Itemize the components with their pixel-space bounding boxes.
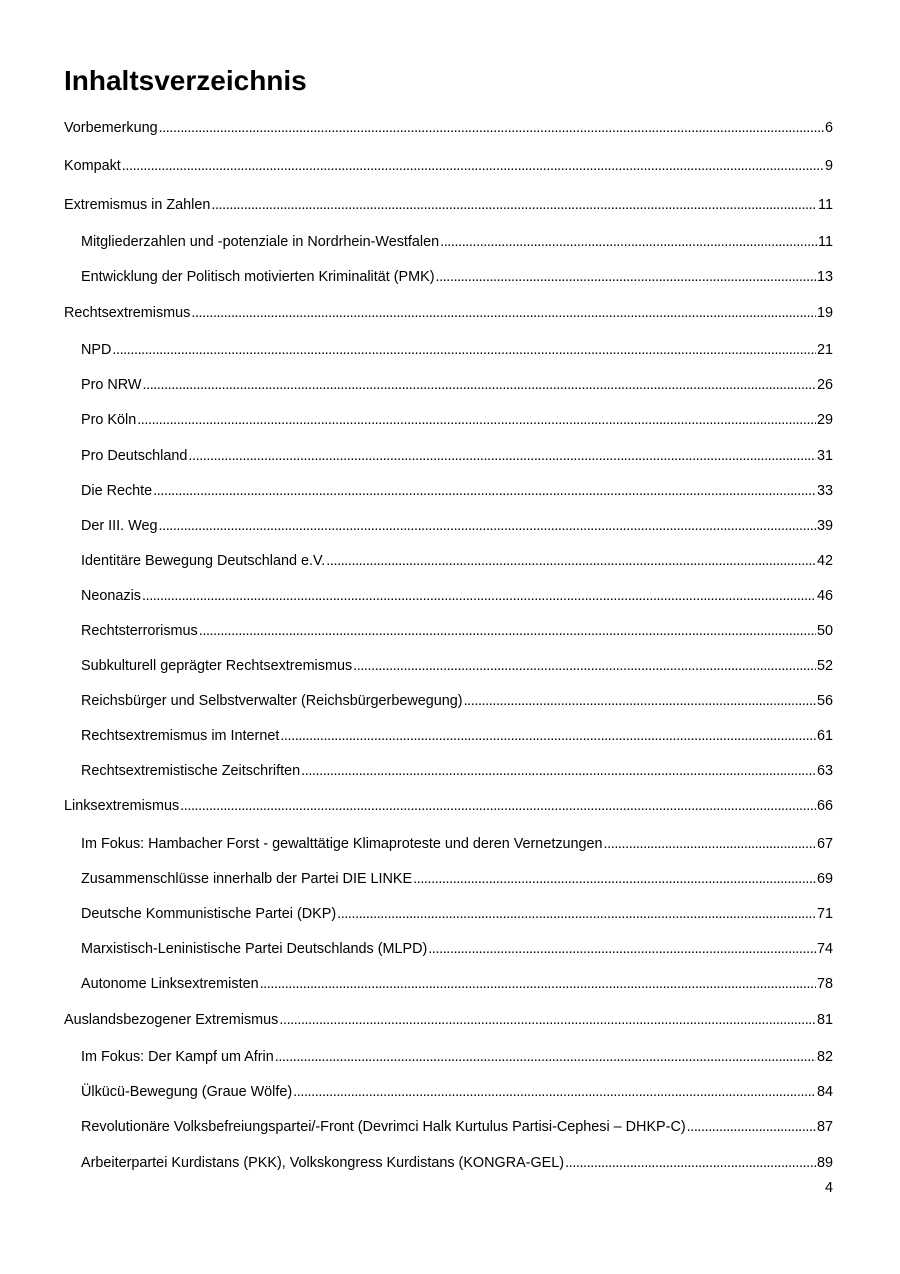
toc-entry-label: Identitäre Bewegung Deutschland e.V. — [81, 553, 326, 569]
toc-entry-label: Im Fokus: Hambacher Forst - gewalttätige Klimaproteste und deren Vernetzungen — [81, 836, 603, 852]
toc-entry-page: 82 — [816, 1049, 833, 1065]
toc-entry-label: Extremismus in Zahlen — [64, 197, 211, 213]
toc-entry-page: 9 — [824, 158, 833, 174]
toc-entry[interactable] — [81, 587, 833, 605]
dot-leader — [260, 975, 816, 993]
toc-entry[interactable] — [81, 622, 833, 640]
toc-entry-label: Linksextremismus — [64, 798, 180, 814]
toc-entry-label: Pro NRW — [81, 377, 142, 393]
toc-entry-label: Kompakt — [64, 158, 121, 174]
toc-entry[interactable] — [81, 940, 833, 958]
toc-entry-page: 81 — [816, 1012, 833, 1028]
dot-leader — [112, 341, 816, 359]
toc-entry-page: 26 — [816, 377, 833, 393]
dot-leader — [464, 692, 816, 710]
dot-leader — [293, 1083, 816, 1101]
toc-entry-label: Pro Köln — [81, 412, 137, 428]
toc-entry[interactable] — [81, 835, 833, 853]
toc-entry[interactable] — [64, 157, 833, 175]
toc-entry[interactable] — [81, 727, 833, 745]
toc-entry-page: 29 — [816, 412, 833, 428]
toc-entry-page: 56 — [816, 693, 833, 709]
toc-entry[interactable] — [81, 341, 833, 359]
toc-entry-page: 31 — [816, 448, 833, 464]
toc-entry[interactable] — [81, 692, 833, 710]
toc-entry-label: Autonome Linksextremisten — [81, 976, 259, 992]
toc-entry-label: Im Fokus: Der Kampf um Afrin — [81, 1049, 274, 1065]
dot-leader — [301, 762, 816, 780]
toc-entry-page: 71 — [816, 906, 833, 922]
toc-entry-page: 13 — [816, 269, 833, 285]
toc-entry[interactable] — [81, 482, 833, 500]
toc-entry-label: NPD — [81, 342, 112, 358]
toc-entry-page: 50 — [816, 623, 833, 639]
toc-entry-page: 11 — [818, 234, 833, 250]
toc-entry[interactable] — [81, 870, 833, 888]
toc-entry-label: Mitgliederzahlen und -potenziale in Nordrhein-Westfalen — [81, 234, 440, 250]
toc-entry[interactable] — [81, 1083, 833, 1101]
toc-entry-label: Pro Deutschland — [81, 448, 188, 464]
toc-entry-page: 39 — [816, 518, 833, 534]
toc-entry-label: Ülkücü-Bewegung (Graue Wölfe) — [81, 1084, 293, 1100]
toc-entry-page: 46 — [816, 588, 833, 604]
toc-entry-page: 66 — [816, 798, 833, 814]
toc-entry[interactable] — [81, 411, 833, 429]
toc-entry-label: Der III. Weg — [81, 518, 158, 534]
toc-entry-page: 6 — [824, 120, 833, 136]
toc-entry-label: Marxistisch-Leninistische Partei Deutschlands (MLPD) — [81, 941, 428, 957]
toc-entry-label: Subkulturell geprägter Rechtsextremismus — [81, 658, 353, 674]
toc-entry-label: Deutsche Kommunistische Partei (DKP) — [81, 906, 337, 922]
dot-leader — [413, 870, 816, 888]
toc-entry-page: 69 — [816, 871, 833, 887]
dot-leader — [435, 268, 816, 286]
toc-entry-label: Auslandsbezogener Extremismus — [64, 1012, 279, 1028]
dot-leader — [143, 376, 816, 394]
dot-leader — [428, 940, 816, 958]
toc-entry[interactable] — [64, 304, 833, 322]
dot-leader — [122, 157, 824, 175]
toc-entry-page: 52 — [816, 658, 833, 674]
toc-entry[interactable] — [81, 1118, 833, 1136]
dot-leader — [687, 1118, 816, 1136]
dot-leader — [153, 482, 816, 500]
toc-entry[interactable] — [81, 233, 833, 251]
toc-entry[interactable] — [81, 762, 833, 780]
toc-entry-page: 74 — [816, 941, 833, 957]
toc-entry[interactable] — [64, 196, 833, 214]
toc-entry[interactable] — [81, 447, 833, 465]
toc-entry-page: 21 — [816, 342, 833, 358]
toc-entry-page: 19 — [816, 305, 833, 321]
toc-entry-page: 78 — [816, 976, 833, 992]
toc-entry-label: Rechtsextremistische Zeitschriften — [81, 763, 301, 779]
toc-entry-page: 89 — [816, 1155, 833, 1171]
toc-entry-label: Rechtsterrorismus — [81, 623, 198, 639]
toc-entry[interactable] — [81, 905, 833, 923]
toc-entry-label: Revolutionäre Volksbefreiungspartei/-Front (Devrimci Halk Kurtulus Partisi-Cephesi – DHKP-C) — [81, 1119, 686, 1135]
toc-entry-page: 33 — [816, 483, 833, 499]
dot-leader — [565, 1154, 816, 1172]
toc-entry[interactable] — [64, 797, 833, 815]
dot-leader — [280, 727, 816, 745]
dot-leader — [191, 304, 816, 322]
dot-leader — [279, 1011, 816, 1029]
toc-entry-label: Rechtsextremismus — [64, 305, 191, 321]
dot-leader — [142, 587, 816, 605]
toc-entry[interactable] — [81, 1154, 833, 1172]
dot-leader — [440, 233, 817, 251]
dot-leader — [353, 657, 816, 675]
toc-entry-page: 87 — [816, 1119, 833, 1135]
dot-leader — [159, 119, 824, 137]
toc-entry-label: Die Rechte — [81, 483, 153, 499]
page-number: 4 — [824, 1180, 833, 1196]
dot-leader — [180, 797, 816, 815]
toc-entry[interactable] — [81, 517, 833, 535]
toc-entry[interactable] — [81, 268, 833, 286]
toc-entry-label: Entwicklung der Politisch motivierten Kriminalität (PMK) — [81, 269, 435, 285]
toc-entry-label: Rechtsextremismus im Internet — [81, 728, 280, 744]
toc-entry-page: 61 — [816, 728, 833, 744]
dot-leader — [604, 835, 816, 853]
toc-entry-label: Reichsbürger und Selbstverwalter (Reichsbürgerbewegung) — [81, 693, 463, 709]
toc-entry[interactable] — [81, 657, 833, 675]
toc-entry-page: 67 — [816, 836, 833, 852]
page-title: Inhaltsverzeichnis — [64, 65, 307, 96]
toc-entry[interactable] — [81, 552, 833, 570]
dot-leader — [326, 552, 816, 570]
toc-entry-label: Neonazis — [81, 588, 141, 604]
toc-entry-label: Arbeiterpartei Kurdistans (PKK), Volkskongress Kurdistans (KONGRA-GEL) — [81, 1155, 565, 1171]
dot-leader — [199, 622, 816, 640]
toc-entry-page: 11 — [818, 197, 833, 213]
toc-entry-label: Vorbemerkung — [64, 120, 158, 136]
toc-entry-page: 63 — [816, 763, 833, 779]
dot-leader — [159, 517, 816, 535]
dot-leader — [275, 1048, 816, 1066]
toc-entry[interactable] — [81, 376, 833, 394]
toc-entry-page: 42 — [816, 553, 833, 569]
toc-entry-label: Zusammenschlüsse innerhalb der Partei DIE LINKE — [81, 871, 413, 887]
dot-leader — [337, 905, 816, 923]
dot-leader — [137, 411, 816, 429]
toc-entry-page: 84 — [816, 1084, 833, 1100]
toc-entry[interactable] — [81, 1048, 833, 1066]
dot-leader — [211, 196, 817, 214]
toc-entry[interactable] — [64, 1011, 833, 1029]
dot-leader — [188, 447, 816, 465]
toc-entry[interactable] — [81, 975, 833, 993]
toc-entry[interactable] — [64, 119, 833, 137]
